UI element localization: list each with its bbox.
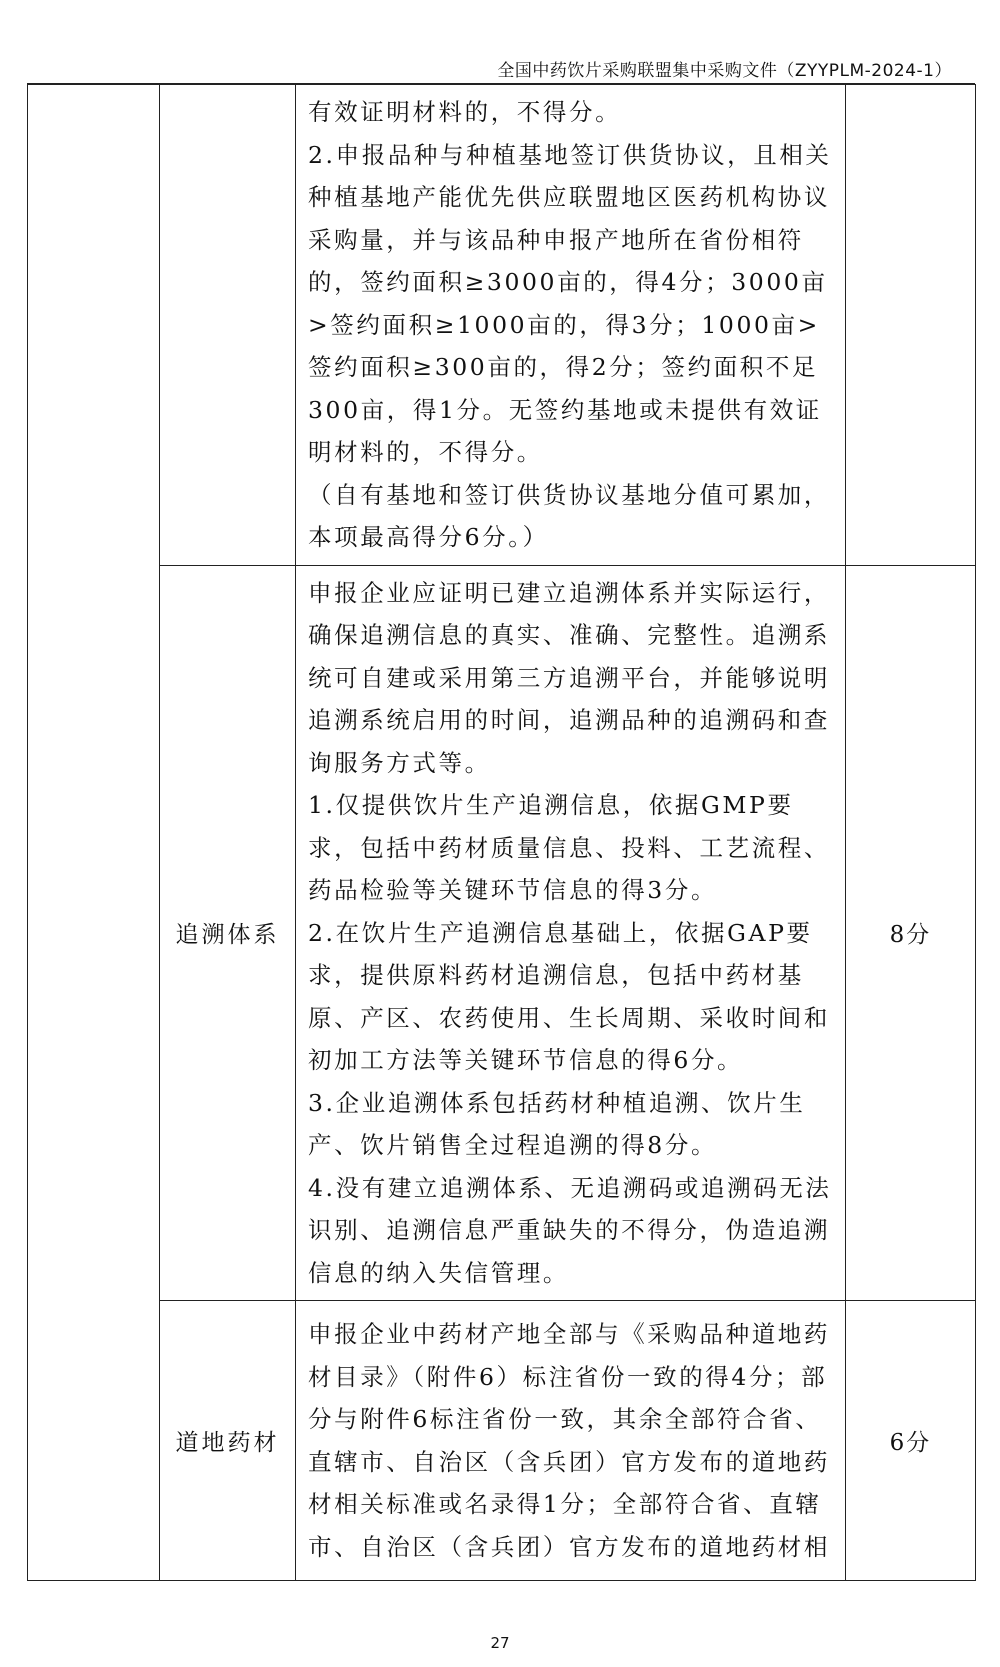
document-header: 全国中药饮片采购联盟集中采购文件（ZYYPLM-2024-1） [497, 61, 952, 81]
table-row [28, 85, 976, 566]
criteria-paragraph: 3.企业追溯体系包括药材种植追溯、饮片生产、饮片销售全过程追溯的得8分。 [308, 1088, 806, 1159]
item-name-cell [160, 85, 296, 566]
criteria-cell [296, 85, 846, 566]
criteria-paragraph: 2.在饮片生产追溯信息基础上，依据GAP要求，提供原料药材追溯信息，包括中药材基原、产区、农药使用、生长周期、采收时间和初加工方法等关键环节信息的得6分。 [308, 918, 830, 1074]
criteria-paragraph: 申报企业应证明已建立追溯体系并实际运行，确保追溯信息的真实、准确、完整性。追溯系统可自建或采用第三方追溯平台，并能够说明追溯系统启用的时间，追溯品种的追溯码和查询服务方式等。 [308, 578, 830, 777]
score-cell [846, 85, 976, 566]
table-row [28, 565, 976, 1301]
criteria-cell [296, 1301, 846, 1581]
page-number: 27 [490, 1634, 510, 1652]
criteria-cell [296, 565, 846, 1301]
scoring-table [27, 84, 976, 1581]
category-cell [28, 85, 160, 1581]
item-name-cell: 道地药材 [160, 1301, 296, 1581]
criteria-paragraph: 1.仅提供饮片生产追溯信息，依据GMP要求，包括中药材质量信息、投料、工艺流程、药品检验等关键环节信息的得3分。 [308, 791, 830, 904]
criteria-paragraph: 有效证明材料的，不得分。 [308, 98, 622, 126]
criteria-paragraph: 申报企业中药材产地全部与《采购品种道地药材目录》（附件6）标注省份一致的得4分；部分与附件6标注省份一致，其余全部符合省、直辖市、自治区（含兵团）官方发布的道地药材相关标准或名录得1分；全部符合省、直辖市、自治区（含兵团）官方发布的道地药材相 [308, 1320, 830, 1561]
table-row [28, 1301, 976, 1581]
criteria-paragraph: 4.没有建立追溯体系、无追溯码或追溯码无法识别、追溯信息严重缺失的不得分，伪造追溯信息的纳入失信管理。 [308, 1173, 832, 1287]
criteria-paragraph: （自有基地和签订供货协议基地分值可累加，本项最高得分6分。） [308, 480, 830, 551]
criteria-paragraph: 2.申报品种与种植基地签订供货协议，且相关种植基地产能优先供应联盟地区医药机构协议采购量，并与该品种申报产地所在省份相符的，签约面积≥3000亩的，得4分；3000亩>签约面积≥1000亩的，得3分；1000亩>签约面积≥300亩的，得2分；签约面积不足300亩，得1分。无签约基地或未提供有效证明材料的，不得分。 [308, 140, 832, 466]
score-cell: 8分 [846, 565, 976, 1301]
item-name-cell: 追溯体系 [160, 565, 296, 1301]
score-cell: 6分 [846, 1301, 976, 1581]
